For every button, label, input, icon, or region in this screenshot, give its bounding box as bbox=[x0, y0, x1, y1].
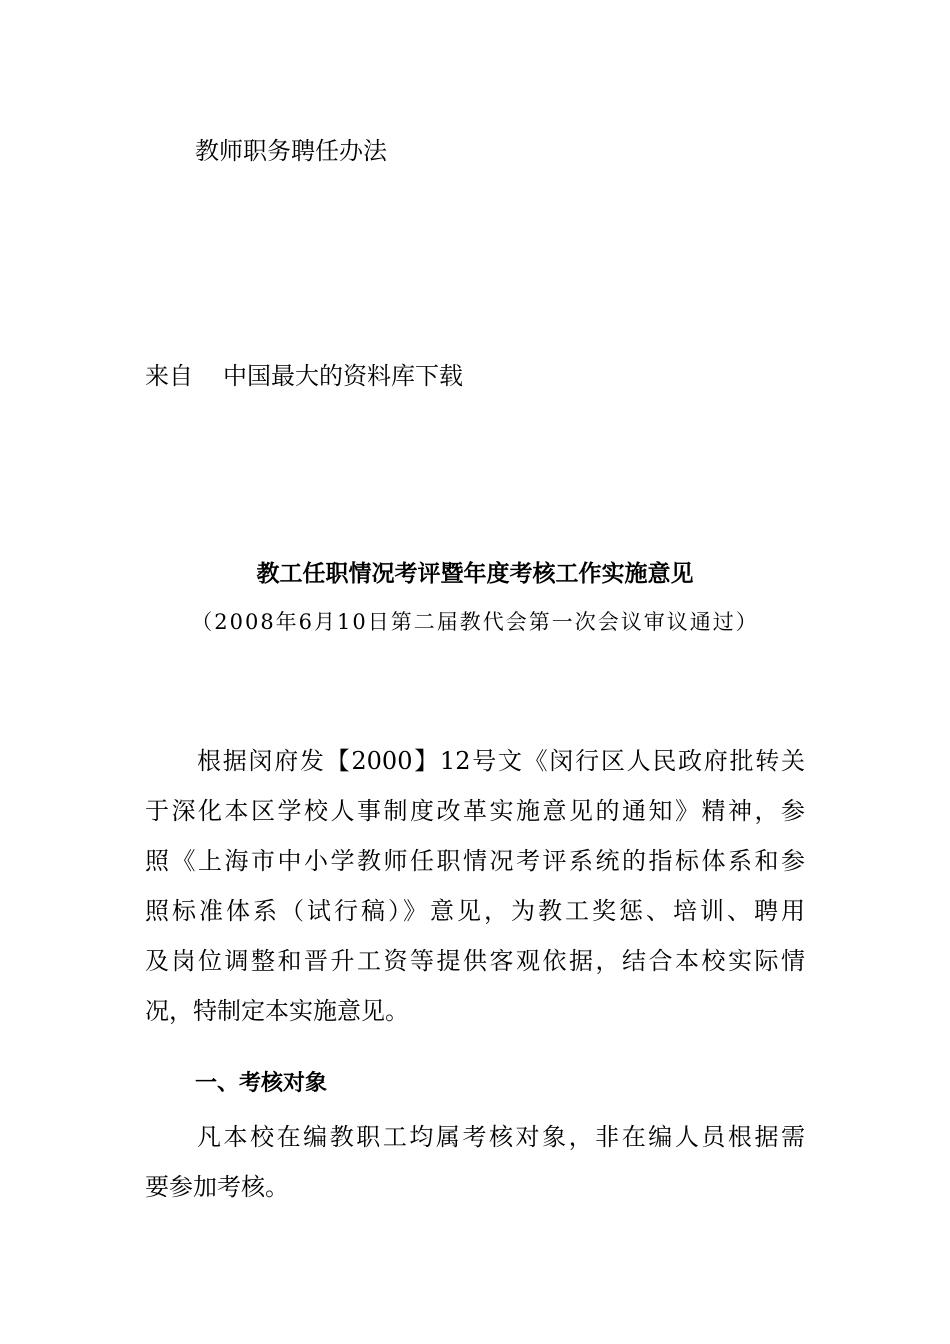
document-heading: 教师职务聘任办法 bbox=[195, 137, 387, 165]
document-title: 教工任职情况考评暨年度考核工作实施意见 bbox=[256, 561, 694, 587]
paragraph-line: 要参加考核。 bbox=[145, 1173, 289, 1201]
paragraph-line: 凡本校在编教职工均属考核对象，非在编人员根据需 bbox=[197, 1123, 805, 1151]
paragraph-line: 根据闵府发【2000】12号文《闵行区人民政府批转关 bbox=[197, 747, 805, 775]
source-text: 中国最大的资料库下载 bbox=[223, 362, 463, 390]
paragraph-line: 照《上海市中小学教师任职情况考评系统的指标体系和参 bbox=[145, 847, 805, 875]
section-paragraph bbox=[145, 1112, 805, 1212]
document-subtitle: （2008年6月10日第二届教代会第一次会议审议通过） bbox=[191, 610, 759, 634]
paragraph-line: 于深化本区学校人事制度改革实施意见的通知》精神，参 bbox=[145, 797, 805, 825]
source-line bbox=[145, 360, 463, 392]
paragraph-line: 及岗位调整和晋升工资等提供客观依据，结合本校实际情 bbox=[145, 947, 805, 975]
intro-paragraph bbox=[145, 736, 805, 1036]
section-heading: 一、考核对象 bbox=[195, 1071, 328, 1096]
source-prefix: 来自 bbox=[145, 362, 193, 390]
paragraph-line: 照标准体系（试行稿）》意见，为教工奖惩、培训、聘用 bbox=[145, 897, 805, 925]
paragraph-line: 况，特制定本实施意见。 bbox=[145, 997, 409, 1025]
